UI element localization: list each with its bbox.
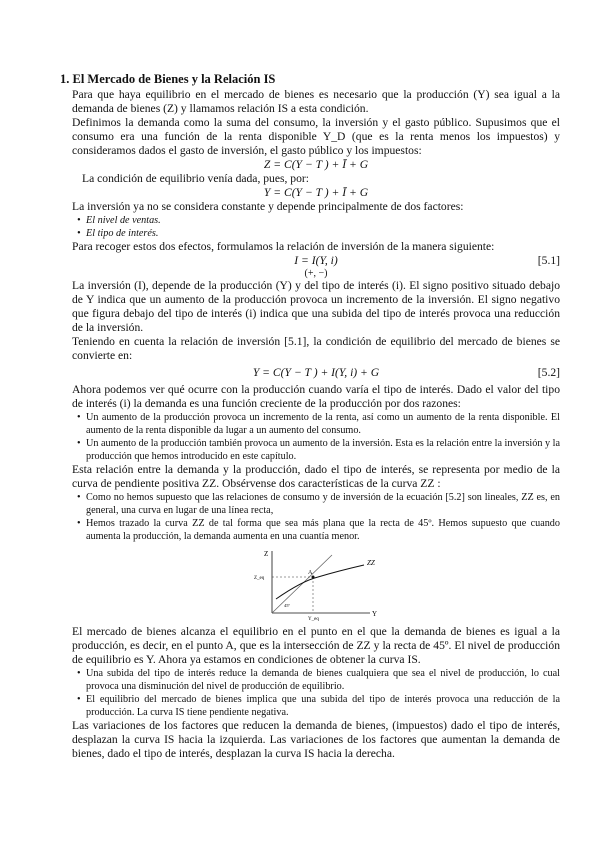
paragraph-interest-rate: Ahora podemos ver qué ocurre con la producción cuando varía el tipo de interés. Dado el valor del tipo de interés (i) la demanda es una función creciente de la producción por dos razones: [72, 383, 560, 410]
zz-curve [276, 565, 364, 599]
zz-curve-label: ZZ [367, 559, 375, 567]
equation-goods-market [72, 366, 560, 380]
equation-signs: (+, −) [304, 268, 328, 279]
document-page [60, 72, 560, 761]
paragraph-condition: La condición de equilibrio venía dada, pues, por: [82, 172, 309, 185]
factor-list [72, 214, 560, 240]
paragraph-equilibrium: Para que haya equilibrio en el mercado de bienes es necesario que la producción (Y) sea igual a la demanda de bienes (Z) y llamamos relación IS a esta condición. [72, 88, 560, 115]
equation-investment-text: I = I(Y, i) [294, 254, 338, 267]
zz-features-list [72, 491, 560, 543]
list-item: • Un aumento de la producción provoca un incremento de la renta, así como un aumento de la renta disponible. El aumento de la renta disponible da lugar a un aumento del consumo. [86, 411, 560, 437]
paragraph-equilibrium-point: El mercado de bienes alcanza el equilibrio en el punto en el que la demanda de bienes es igual a la producción, es decir, en el punto A, que es la intersección de ZZ y la recta de 45º. El nivel de producción de equilibrio es Y. Ahora ya estamos en condiciones de obtener la curva IS. [72, 625, 560, 666]
paragraph-zz-curve: Esta relación entre la demanda y la producción, dado el tipo de interés, se representa por medio de la curva de pendiente positiva ZZ. Obsérvense dos características de la curva ZZ : [72, 463, 560, 490]
section-heading: 1. El Mercado de Bienes y la Relación IS [60, 72, 276, 86]
y-axis-label: Z [264, 550, 269, 558]
reasons-list [72, 411, 560, 463]
45-degree-line [272, 555, 332, 613]
paragraph-demand: Definimos la demanda como la suma del consumo, la inversión y el gasto público. Supusimos que el consumo era una función de la renta disponible Y_D (que es la renta menos los impuestos) y consideramos dados el gasto de inversión, el gasto público y los impuestos: [72, 116, 560, 157]
list-item: • Un aumento de la producción también provoca un aumento de la inversión. Esta es la relación entre la inversión y la producción que hemos introducido en este capítulo. [86, 437, 560, 463]
equation-investment [72, 254, 560, 268]
y-eq-label: Y_eq [308, 617, 319, 621]
paragraph-investment-relation: Para recoger estos dos efectos, formulamos la relación de inversión de la manera siguiente: [72, 240, 495, 253]
list-item: • El equilibrio del mercado de bienes implica que una subida del tipo de interés provoca una reducción de la producción. La curva IS tiene pendiente negativa. [86, 693, 560, 719]
list-item: • El nivel de ventas. [86, 214, 560, 227]
paragraph-new-condition: Teniendo en cuenta la relación de inversión [5.1], la condición de equilibrio del mercado de bienes se convierte en: [72, 335, 560, 362]
equation-number: [5.1] [537, 254, 560, 267]
paragraph-investment-explanation: La inversión (I), depende de la producción (Y) y del tipo de interés (i). El signo positivo situado debajo de Y indica que un aumento de la producción provoca un incremento de la inversión. El signo negativo que figura debajo del tipo de interés (i) indica que una subida del tipo de interés provoca una reducción de la inversión. [72, 279, 560, 334]
equation-goods-market-text: Y = C(Y − T ) + I(Y, i) + G [252, 366, 380, 379]
paragraph-investment-factors: La inversión ya no se considera constante y depende principalmente de dos factores: [72, 200, 464, 213]
list-item: • Una subida del tipo de interés reduce la demanda de bienes cualquiera que sea el nivel de producción, lo cual provoca una disminución del nivel de producción de equilibrio. [86, 667, 560, 693]
list-item: • El tipo de interés. [86, 227, 560, 240]
paragraph-is-shifts: Las variaciones de los factores que reducen la demanda de bienes, (impuestos) dado el tipo de interés, desplazan la curva IS hacia la izquierda. Las variaciones de los factores que aumentan la demanda de bienes, dado el tipo de interés, desplazan la curva IS hacia la derecha. [72, 719, 560, 760]
angle-label: 45º [284, 603, 290, 608]
equation-demand: Z = C(Y − T ) + Ī + G [263, 158, 369, 171]
list-item: • Como no hemos supuesto que las relaciones de consumo y de inversión de la ecuación [5.2] son lineales, ZZ es, en general, una curva en lugar de una línea recta, [86, 491, 560, 517]
list-item: • Hemos trazado la curva ZZ de tal forma que sea más plana que la recta de 45º. Hemos supuesto que cuando aumenta la producción, la demanda aumenta en una cuantía menor. [86, 517, 560, 543]
zz-diagram [246, 547, 386, 621]
z-eq-label: Z_eq [254, 576, 265, 581]
x-axis-label: Y [372, 610, 378, 618]
is-points-list [72, 667, 560, 719]
equation-number: [5.2] [537, 366, 560, 379]
point-a-label: A [308, 570, 313, 576]
equation-equilibrium: Y = C(Y − T ) + Ī + G [263, 186, 369, 199]
